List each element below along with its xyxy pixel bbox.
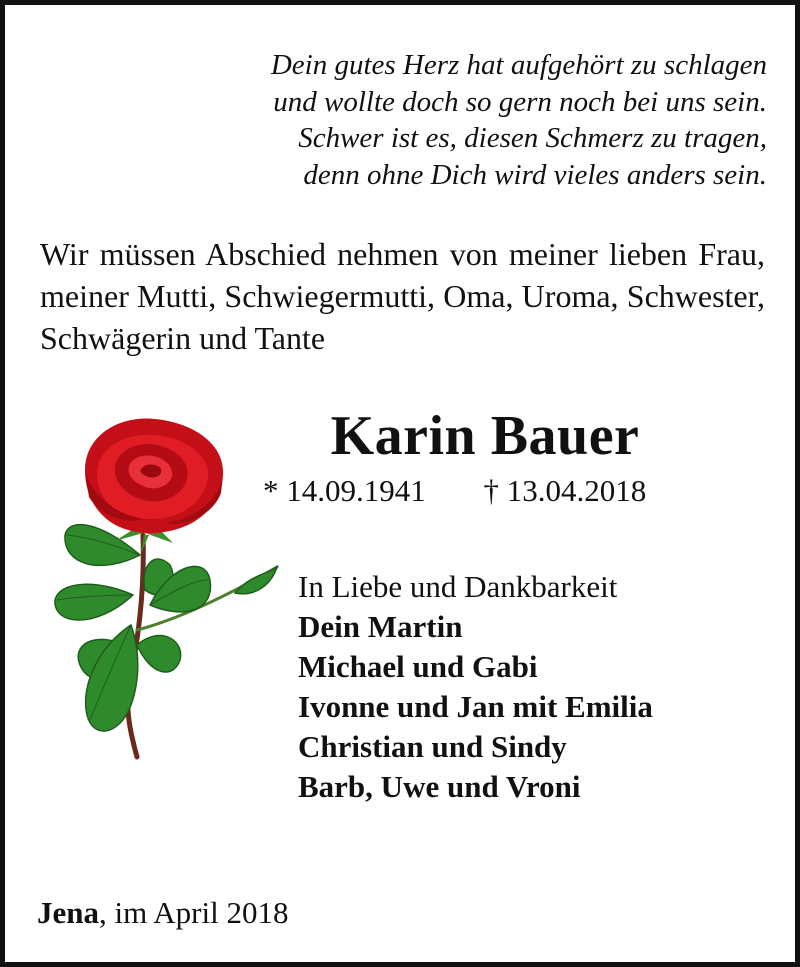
- month-year: , im April 2018: [99, 895, 289, 930]
- memorial-poem: [127, 47, 767, 193]
- family-member: Barb, Uwe und Vroni: [298, 769, 581, 804]
- family-member: Christian und Sindy: [298, 729, 567, 764]
- farewell-text: Wir müssen Abschied nehmen von meiner lieben Frau, meiner Mutti, Schwiegermutti, Oma, Uroma, Schwester, Schwägerin und Tante: [40, 236, 765, 356]
- gratitude-heading: In Liebe und Dankbarkeit: [298, 569, 618, 604]
- poem-line: Schwer ist es, diesen Schmerz zu tragen,: [298, 122, 767, 154]
- poem-line: denn ohne Dich wird vieles anders sein.: [303, 158, 767, 191]
- family-member: Dein Martin: [298, 609, 463, 644]
- poem-line: Dein gutes Herz hat aufgehört zu schlagen: [270, 49, 767, 81]
- poem-line: und wollte doch so gern noch bei uns sein.: [273, 85, 767, 118]
- family-signatures: [298, 567, 653, 807]
- life-dates: [263, 471, 646, 511]
- city-name: Jena: [37, 895, 99, 930]
- place-date-line: [37, 893, 288, 933]
- deceased-name: Karin Bauer: [330, 405, 640, 467]
- family-member: Ivonne und Jan mit Emilia: [298, 689, 653, 724]
- family-member: Michael und Gabi: [298, 649, 538, 684]
- birth-date: * 14.09.1941: [263, 473, 426, 508]
- death-date: † 13.04.2018: [483, 473, 647, 508]
